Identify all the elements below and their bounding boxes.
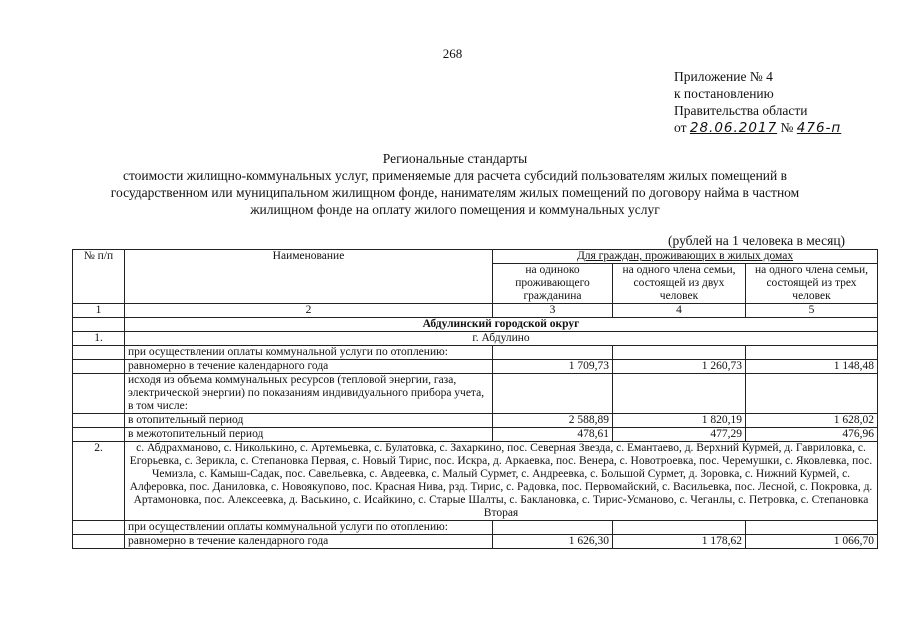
row-label: при осуществлении оплаты коммунальной услуги по отоплению: <box>125 521 493 535</box>
header-single: на одиноко проживающего гражданина <box>493 264 613 304</box>
place-name: с. Абдрахманово, с. Николькино, с. Артемьевка, с. Булатовка, с. Захаркино, пос. Северная Звезда, с. Емантаево, д. Верхний Курмей, д. Гавриловка, с. Егорьевка, с. Зерикла, с. Степановка Первая, с. Новый Тирис, пос. Искра, д. Аркаевка, пос. Венера, с. Новотроевка, пос. Черемушки, с. Яковлевка, пос. Чемизла, с. Камыш-Садак, пос. Савельевка, с. Авдеевка, с. Малый Сурмет, с. Андреевка, с. Большой Сурмет, д. Зоровка, с. Нижний Курмей, с. Алферовка, пос. Даниловка, с. Новоякупово, пос. Красная Нива, рзд. Тирис, с. Радовка, пос. Первомайский, с. Васильевка, пос. Лесной, с. Покровка, д. Артамоновка, пос. Алексеевка, д. Васькино, с. Исайкино, с. Старые Шалты, с. Баклановка, с. Тирис-Усманово, с. Чеганлы, с. Петровка, с. Степановка Вторая <box>125 442 878 521</box>
district-name: Абдулинский городской округ <box>125 318 878 332</box>
value-cell: 1 709,73 <box>493 360 613 374</box>
from-label: от <box>674 120 687 135</box>
district-row <box>73 318 878 332</box>
row-label: исходя из объема коммунальных ресурсов (тепловой энергии, газа, электрической энергии) по показаниям индивидуального прибора учета, в том числе: <box>125 374 493 414</box>
table-row <box>73 374 878 414</box>
value-cell: 1 178,62 <box>613 535 746 549</box>
table-row <box>73 535 878 549</box>
table-row <box>73 360 878 374</box>
row-label: равномерно в течение календарного года <box>125 535 493 549</box>
header-row <box>73 250 878 264</box>
place-row <box>73 332 878 346</box>
numbering-cell: 5 <box>746 304 878 318</box>
place-name: г. Абдулино <box>125 332 878 346</box>
page-number: 268 <box>442 46 463 61</box>
units-note: (рублей на 1 человека в месяц) <box>668 233 846 248</box>
title-line-1: Региональные стандарты <box>382 151 528 166</box>
resolution-number: 476-п <box>796 120 842 136</box>
row-label: равномерно в течение календарного года <box>125 360 493 374</box>
row-label: при осуществлении оплаты коммунальной услуги по отоплению: <box>125 346 493 360</box>
table-row <box>73 346 878 360</box>
numbering-cell: 3 <box>493 304 613 318</box>
header-no: № п/п <box>73 250 125 304</box>
value-cell: 1 628,02 <box>746 414 878 428</box>
document-title <box>60 150 850 218</box>
appendix-line-2: к постановлению <box>674 86 774 101</box>
resolution-date: 28.06.2017 <box>689 120 778 136</box>
value-cell: 2 588,89 <box>493 414 613 428</box>
appendix-line-4 <box>674 119 841 137</box>
row-label: в отопительный период <box>125 414 493 428</box>
table-row <box>73 521 878 535</box>
appendix-line-1: Приложение № 4 <box>674 69 773 84</box>
appendix-line-3: Правительства области <box>674 103 808 118</box>
standards-table <box>72 249 878 549</box>
value-cell: 1 820,19 <box>613 414 746 428</box>
numbering-cell: 2 <box>125 304 493 318</box>
title-line-4: жилищном фонде на оплату жилого помещения и коммунальных услуг <box>250 202 660 217</box>
value-cell: 1 260,73 <box>613 360 746 374</box>
value-cell: 1 148,48 <box>746 360 878 374</box>
item-number: 1. <box>73 332 125 346</box>
place-row <box>73 442 878 521</box>
table-row <box>73 414 878 428</box>
value-cell: 477,29 <box>613 428 746 442</box>
numbering-cell: 4 <box>613 304 746 318</box>
number-label: № <box>780 120 794 135</box>
value-cell: 476,96 <box>746 428 878 442</box>
title-line-3: государственном или муниципальном жилищном фонде, нанимателям жилых помещений по договору найма в частном <box>110 185 800 200</box>
title-line-2: стоимости жилищно-коммунальных услуг, применяемые для расчета субсидий пользователям жилых помещений в <box>122 168 788 183</box>
row-label: в межотопительный период <box>125 428 493 442</box>
numbering-row <box>73 304 878 318</box>
numbering-cell: 1 <box>73 304 125 318</box>
appendix-block <box>674 68 841 137</box>
value-cell: 1 066,70 <box>746 535 878 549</box>
header-family-three: на одного члена семьи, состоящей из трех человек <box>746 264 878 304</box>
table-row <box>73 428 878 442</box>
header-family-two: на одного члена семьи, состоящей из двух человек <box>613 264 746 304</box>
item-number: 2. <box>73 442 125 521</box>
value-cell: 478,61 <box>493 428 613 442</box>
header-name: Наименование <box>125 250 493 304</box>
header-group: Для граждан, проживающих в жилых домах <box>493 250 878 264</box>
value-cell: 1 626,30 <box>493 535 613 549</box>
